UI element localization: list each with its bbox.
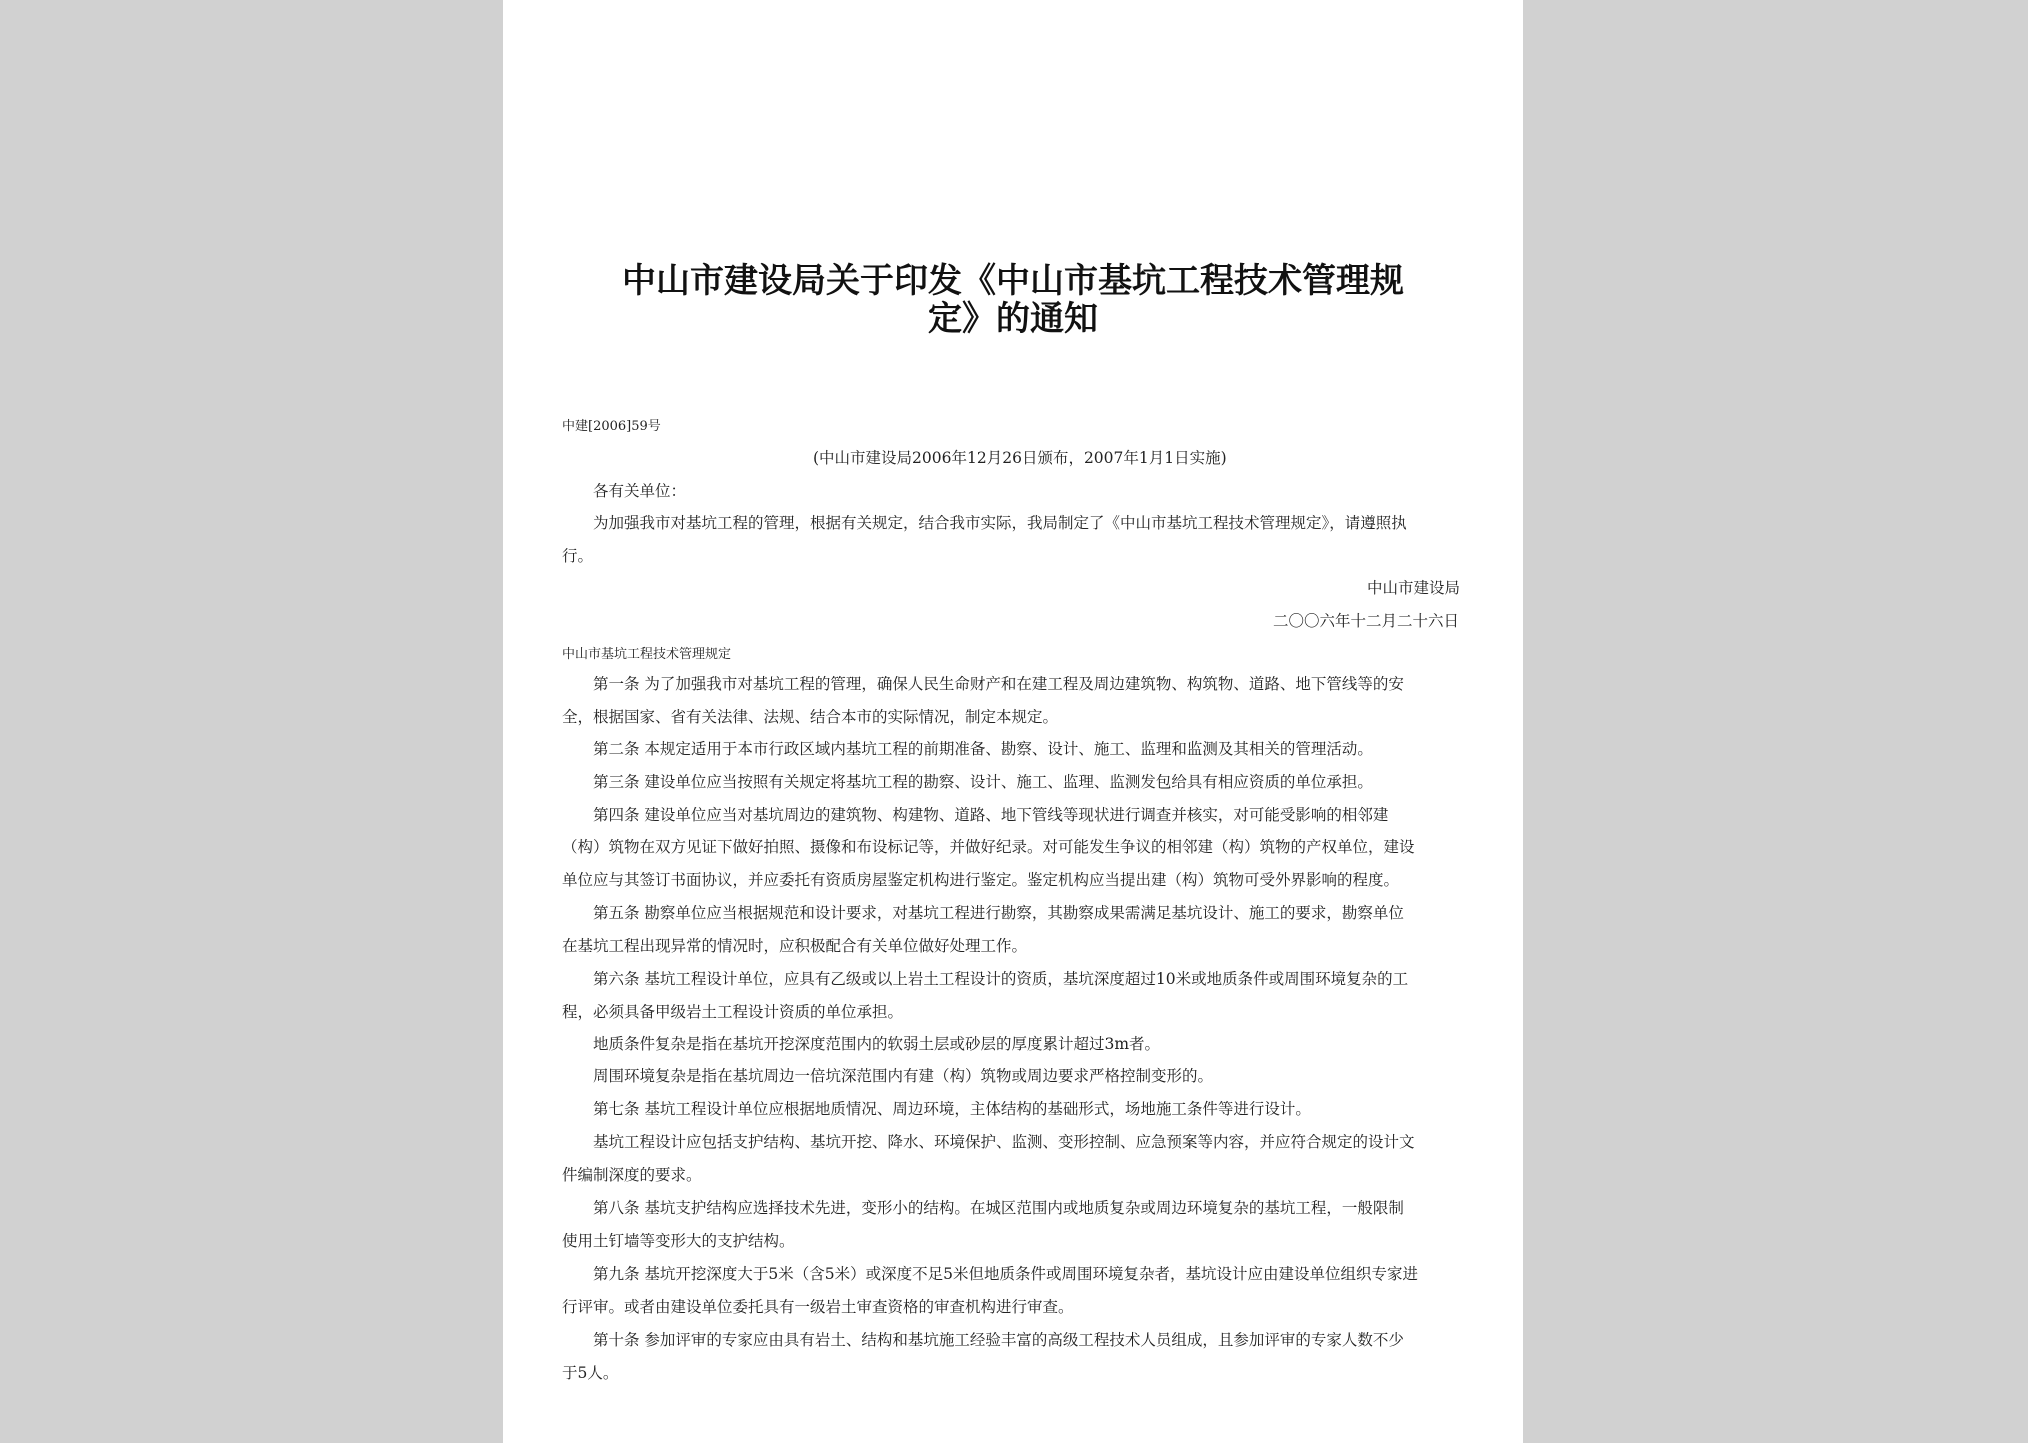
article-line: 第四条 建设单位应当对基坑周边的建筑物、构建物、道路、地下管线等现状进行调查并核实，对可能受影响的相邻建 — [593, 806, 1389, 824]
article-line: 程，必须具备甲级岩土工程设计资质的单位承担。 — [562, 1003, 904, 1021]
article-line: 第三条 建设单位应当按照有关规定将基坑工程的勘察、设计、施工、监理、监测发包给具有相应资质的单位承担。 — [593, 773, 1373, 791]
document-page — [503, 0, 1523, 1443]
article-line: 基坑工程设计应包括支护结构、基坑开挖、降水、环境保护、监测、变形控制、应急预案等内容，并应符合规定的设计文 — [593, 1133, 1415, 1151]
article-line: 第六条 基坑工程设计单位，应具有乙级或以上岩土工程设计的资质，基坑深度超过10米或地质条件或周围环境复杂的工 — [593, 970, 1409, 988]
article-line: （构）筑物在双方见证下做好拍照、摄像和布设标记等，并做好纪录。对可能发生争议的相邻建（构）筑物的产权单位，建设 — [562, 838, 1415, 856]
article-line: 第十条 参加评审的专家应由具有岩土、结构和基坑施工经验丰富的高级工程技术人员组成，且参加评审的专家人数不少 — [593, 1331, 1404, 1349]
signature-date: 二〇〇六年十二月二十六日 — [1273, 612, 1460, 630]
article-line: 行评审。或者由建设单位委托具有一级岩土审查资格的审查机构进行审查。 — [562, 1298, 1074, 1316]
signature-org: 中山市建设局 — [1367, 579, 1461, 597]
intro-line-1: 为加强我市对基坑工程的管理，根据有关规定，结合我市实际，我局制定了《中山市基坑工程技术管理规定》，请遵照执 — [593, 514, 1407, 532]
document-number: 中建[2006]59号 — [562, 419, 661, 434]
issue-note: (中山市建设局2006年12月26日颁布，2007年1月1日实施) — [813, 449, 1227, 467]
regulation-title: 中山市基坑工程技术管理规定 — [562, 647, 732, 662]
article-line: 第七条 基坑工程设计单位应根据地质情况、周边环境，主体结构的基础形式，场地施工条件等进行设计。 — [593, 1100, 1311, 1118]
article-line: 在基坑工程出现异常的情况时，应积极配合有关单位做好处理工作。 — [562, 937, 1028, 955]
article-line: 于5人。 — [562, 1364, 619, 1382]
article-line: 地质条件复杂是指在基坑开挖深度范围内的软弱土层或砂层的厚度累计超过3m者。 — [593, 1035, 1161, 1053]
article-line: 第一条 为了加强我市对基坑工程的管理，确保人民生命财产和在建工程及周边建筑物、构筑物、道路、地下管线等的安 — [593, 675, 1404, 693]
article-line: 第九条 基坑开挖深度大于5米（含5米）或深度不足5米但地质条件或周围环境复杂者，基坑设计应由建设单位组织专家进 — [593, 1265, 1419, 1283]
article-line: 单位应与其签订书面协议，并应委托有资质房屋鉴定机构进行鉴定。鉴定机构应当提出建（构）筑物可受外界影响的程度。 — [562, 871, 1400, 889]
document-title: 中山市建设局关于印发《中山市基坑工程技术管理规定》的通知 — [622, 261, 1404, 339]
article-line: 使用土钉墙等变形大的支护结构。 — [562, 1232, 795, 1250]
article-line: 第八条 基坑支护结构应选择技术先进，变形小的结构。在城区范围内或地质复杂或周边环境复杂的基坑工程，一般限制 — [593, 1199, 1404, 1217]
addressee: 各有关单位： — [593, 482, 687, 500]
article-line: 第五条 勘察单位应当根据规范和设计要求，对基坑工程进行勘察，其勘察成果需满足基坑设计、施工的要求，勘察单位 — [593, 904, 1404, 922]
intro-line-2: 行。 — [562, 547, 594, 565]
article-line: 第二条 本规定适用于本市行政区域内基坑工程的前期准备、勘察、设计、施工、监理和监测及其相关的管理活动。 — [593, 740, 1373, 758]
article-line: 全，根据国家、省有关法律、法规、结合本市的实际情况，制定本规定。 — [562, 708, 1059, 726]
article-line: 周围环境复杂是指在基坑周边一倍坑深范围内有建（构）筑物或周边要求严格控制变形的。 — [593, 1067, 1214, 1085]
article-line: 件编制深度的要求。 — [562, 1166, 702, 1184]
